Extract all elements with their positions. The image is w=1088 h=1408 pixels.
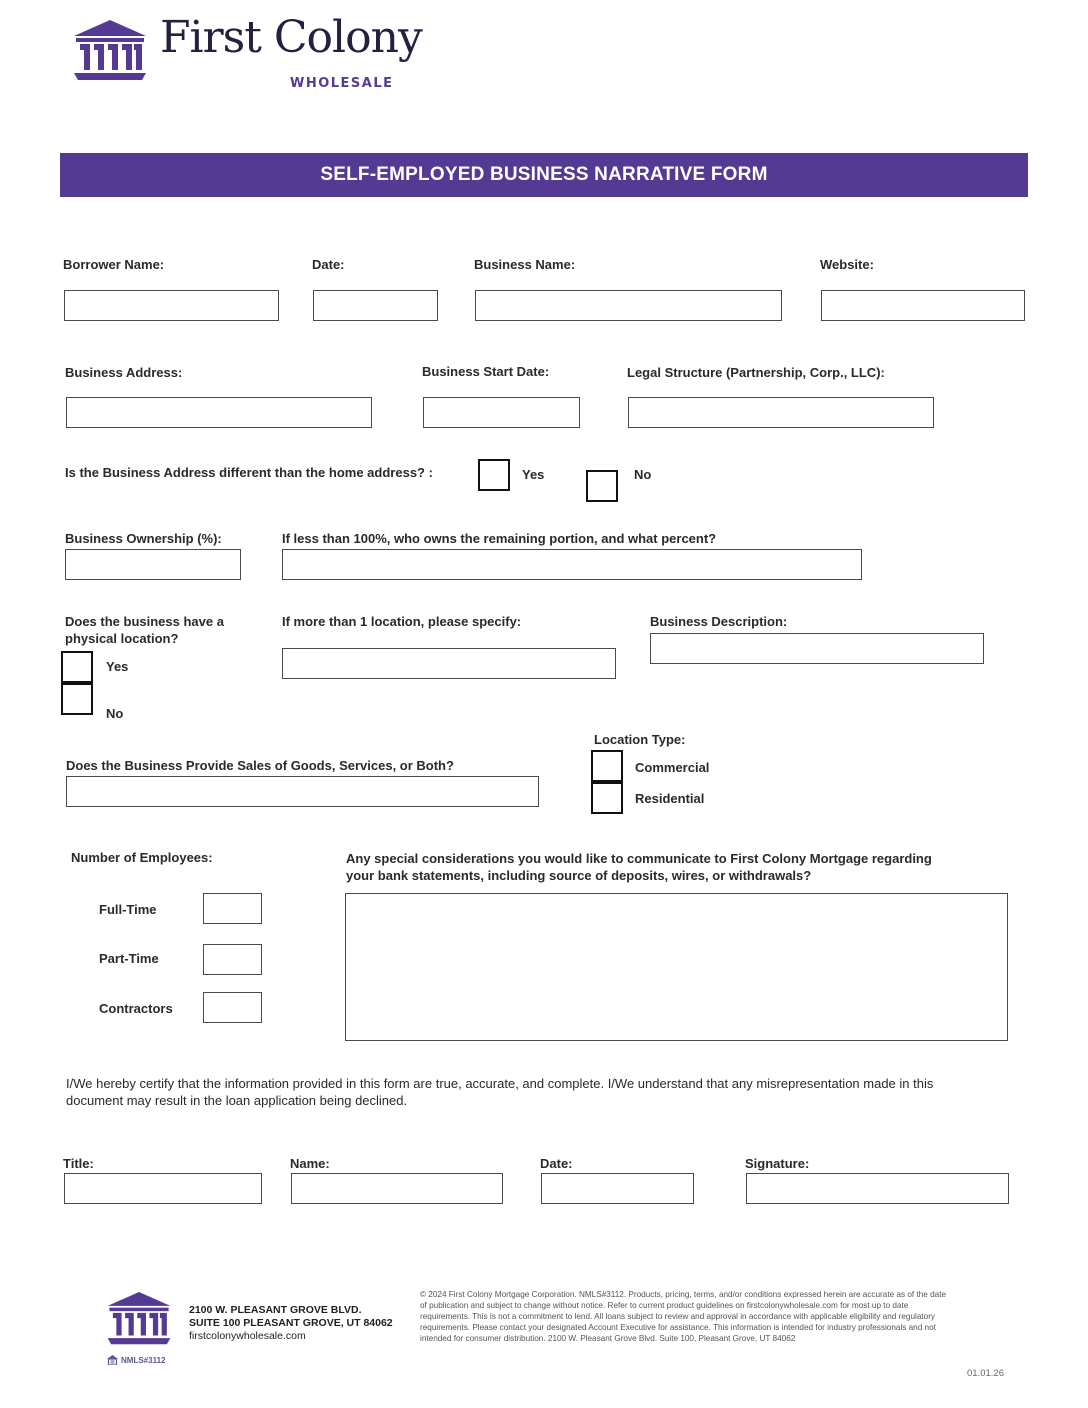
- full-time-label: Full-Time: [99, 902, 157, 917]
- footer-website-link[interactable]: firstcolonywholesale.com: [189, 1330, 306, 1342]
- address-different-no-checkbox[interactable]: [586, 470, 618, 502]
- remaining-owner-field[interactable]: [282, 549, 862, 580]
- business-name-label: Business Name:: [474, 257, 576, 272]
- multiple-locations-label: If more than 1 location, please specify:: [282, 614, 522, 629]
- business-start-date-field[interactable]: [423, 397, 580, 428]
- signature-date-field[interactable]: [541, 1173, 694, 1204]
- physical-location-no-checkbox[interactable]: [61, 683, 93, 715]
- brand-name: First Colony: [160, 12, 422, 63]
- business-name-field[interactable]: [475, 290, 782, 321]
- building-columns-icon: [72, 20, 148, 82]
- footer-address: [189, 1304, 393, 1343]
- business-description-label: Business Description:: [650, 614, 788, 629]
- business-start-date-label: Business Start Date:: [422, 364, 550, 379]
- physical-location-yes-checkbox[interactable]: [61, 651, 93, 683]
- ownership-percent-label: Business Ownership (%):: [65, 531, 222, 546]
- nmls-number: NMLS#3112: [121, 1356, 166, 1365]
- part-time-label: Part-Time: [99, 951, 159, 966]
- website-field[interactable]: [821, 290, 1025, 321]
- signer-name-label: Name:: [290, 1156, 330, 1171]
- full-time-field[interactable]: [203, 893, 262, 924]
- footer-disclaimer: © 2024 First Colony Mortgage Corporation. NMLS#3112. Products, pricing, terms, and/or conditions expressed herein are accurate as of the date of publication and subject to change without notice. Refer to current product guidelines on firstcolonywholesale.com for most up to date requirements. This is not a commitment to lend. All loans subject to review and approval in accordance with applicable eligibility and regulatory requirements. Please contact your designated Account Executive for assistance. This information is intended for industry professionals and not intended for consumer distribution. 2100 W. Pleasant Grove Blvd. Suite 100, Pleasant Grove, UT 84062: [420, 1290, 947, 1343]
- borrower-name-field[interactable]: [64, 290, 279, 321]
- location-type-label: Location Type:: [594, 732, 686, 747]
- location-type-residential-checkbox[interactable]: [591, 782, 623, 814]
- signer-title-label: Title:: [63, 1156, 94, 1171]
- employees-label: Number of Employees:: [71, 850, 213, 865]
- contractors-field[interactable]: [203, 992, 262, 1023]
- physical-location-no-label: No: [106, 706, 124, 721]
- business-description-field[interactable]: [650, 633, 984, 664]
- location-type-commercial-checkbox[interactable]: [591, 750, 623, 782]
- brand-logo: [72, 12, 432, 94]
- sales-type-field[interactable]: [66, 776, 539, 807]
- physical-location-yes-label: Yes: [106, 659, 129, 674]
- borrower-name-label: Borrower Name:: [63, 257, 165, 272]
- special-considerations-textarea[interactable]: [345, 893, 1008, 1041]
- footer-address-line2: SUITE 100 PLEASANT GROVE, UT 84062: [189, 1317, 393, 1329]
- certification-statement: I/We hereby certify that the information provided in this form are true, accurate, and complete. I/We understand that any misrepresentation made in this document may result in the loan application being declined.: [66, 1076, 934, 1108]
- footer-address-line1: 2100 W. PLEASANT GROVE BLVD.: [189, 1304, 362, 1316]
- signature-date-label: Date:: [540, 1156, 573, 1171]
- physical-location-question: Does the business have a physical location?: [65, 614, 224, 646]
- signature-field[interactable]: [746, 1173, 1009, 1204]
- part-time-field[interactable]: [203, 944, 262, 975]
- signer-name-field[interactable]: [291, 1173, 503, 1204]
- address-different-yes-checkbox[interactable]: [478, 459, 510, 491]
- brand-subname: WHOLESALE: [290, 76, 394, 91]
- location-type-commercial-label: Commercial: [635, 760, 710, 775]
- legal-structure-label: Legal Structure (Partnership, Corp., LLC):: [627, 365, 885, 380]
- business-address-field[interactable]: [66, 397, 372, 428]
- date-field[interactable]: [313, 290, 438, 321]
- remaining-owner-label: If less than 100%, who owns the remaining portion, and what percent?: [282, 531, 717, 546]
- form-version: 01.01.26: [967, 1368, 1004, 1379]
- website-label: Website:: [820, 257, 874, 272]
- address-different-no-label: No: [634, 467, 652, 482]
- special-considerations-label: Any special considerations you would like to communicate to First Colony Mortgage regarding your bank statements, including source of deposits, wires, or withdrawals?: [346, 851, 932, 883]
- building-columns-icon: [104, 1292, 174, 1346]
- legal-structure-field[interactable]: [628, 397, 934, 428]
- business-address-label: Business Address:: [65, 365, 183, 380]
- address-different-question: Is the Business Address different than the home address? :: [65, 465, 433, 480]
- signer-title-field[interactable]: [64, 1173, 262, 1204]
- signature-label: Signature:: [745, 1156, 810, 1171]
- multiple-locations-field[interactable]: [282, 648, 616, 679]
- address-different-yes-label: Yes: [522, 467, 545, 482]
- date-label: Date:: [312, 257, 345, 272]
- sales-type-label: Does the Business Provide Sales of Goods, Services, or Both?: [66, 758, 454, 773]
- form-title-banner: SELF-EMPLOYED BUSINESS NARRATIVE FORM: [60, 153, 1028, 197]
- ownership-percent-field[interactable]: [65, 549, 241, 580]
- location-type-residential-label: Residential: [635, 791, 705, 806]
- contractors-label: Contractors: [99, 1001, 173, 1016]
- equal-housing-icon: [107, 1355, 118, 1365]
